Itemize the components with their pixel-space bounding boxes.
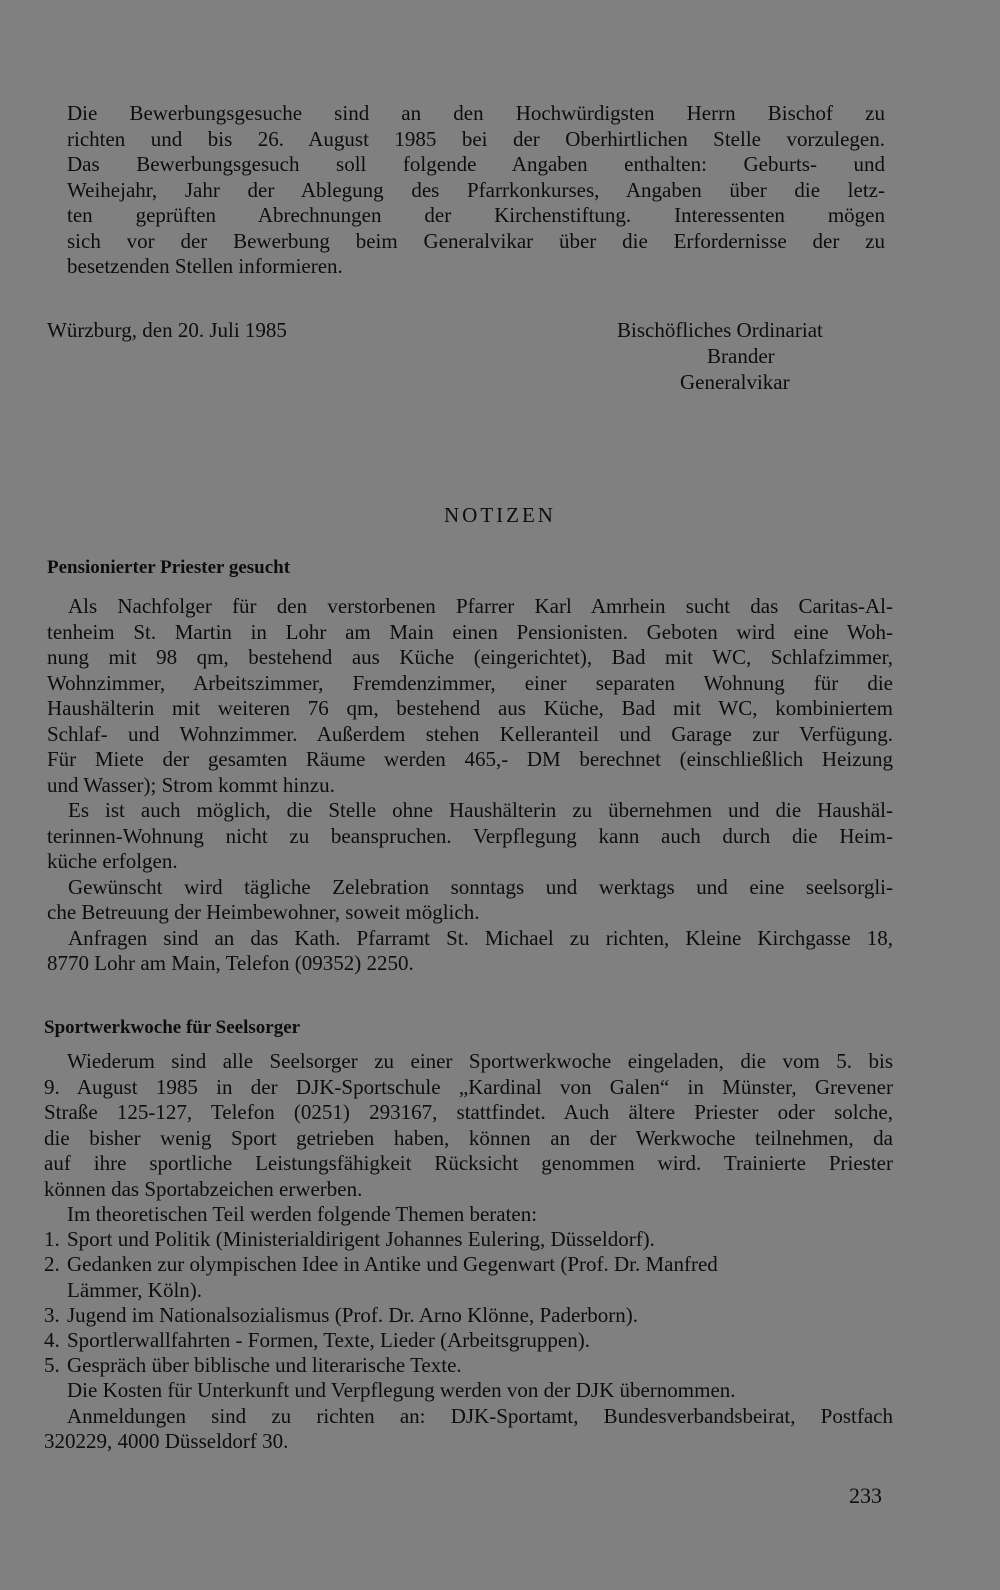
list-text-continued: Lämmer, Köln). bbox=[67, 1277, 203, 1302]
list-item bbox=[44, 1353, 893, 1378]
list-text: Gespräch über biblische und literarische Texte. bbox=[67, 1353, 462, 1377]
text-line: Für Miete der gesamten Räume werden 465,- DM berechnet (einschließlich Heizung bbox=[47, 747, 893, 771]
text-line: Im theoretischen Teil werden folgende Themen beraten: bbox=[67, 1202, 538, 1226]
text-line: terinnen-Wohnung nicht zu beanspruchen. Verpflegung kann auch durch die Heim- bbox=[47, 823, 893, 848]
text-line: Das Bewerbungsgesuch soll folgende Angaben enthalten: Geburts- und bbox=[67, 152, 885, 176]
text-line: ten geprüften Abrechnungen der Kirchenstiftung. Interessenten mögen bbox=[67, 203, 885, 227]
list-number: 5. bbox=[44, 1353, 60, 1377]
article-heading: Sportwerkwoche für Seelsorger bbox=[44, 1017, 301, 1038]
text-line: können das Sportabzeichen erwerben. bbox=[44, 1176, 363, 1201]
text-line: die bisher wenig Sport getrieben haben, können an der Werkwoche teilnehmen, da bbox=[44, 1125, 893, 1150]
list-item bbox=[44, 1328, 893, 1353]
text-line: Wiederum sind alle Seelsorger zu einer Sportwerkwoche eingeladen, die vom 5. bis bbox=[67, 1049, 893, 1073]
list-item bbox=[44, 1227, 893, 1252]
list-text: Sportlerwallfahrten - Formen, Texte, Lieder (Arbeitsgruppen). bbox=[67, 1328, 590, 1352]
text-line: 9. August 1985 in der DJK-Sportschule „Kardinal von Galen“ in Münster, Grevener bbox=[44, 1074, 893, 1099]
list-text: Jugend im Nationalsozialismus (Prof. Dr. Arno Klönne, Paderborn). bbox=[67, 1303, 638, 1327]
place-date: Würzburg, den 20. Juli 1985 bbox=[47, 318, 287, 342]
text-line: Wohnzimmer, Arbeitszimmer, Fremdenzimmer, einer separaten Wohnung für die bbox=[47, 670, 893, 695]
text-line: auf ihre sportliche Leistungsfähigkeit Rücksicht genommen wird. Trainierte Priester bbox=[44, 1151, 893, 1175]
article-heading: Pensionierter Priester gesucht bbox=[47, 557, 291, 578]
text-line: Als Nachfolger für den verstorbenen Pfarrer Karl Amrhein sucht das Caritas-Al- bbox=[68, 594, 893, 618]
list-text: Sport und Politik (Ministerialdirigent Johannes Eulering, Düsseldorf). bbox=[67, 1227, 655, 1251]
text-line: Weihejahr, Jahr der Ablegung des Pfarrkonkurses, Angaben über die letz- bbox=[67, 177, 885, 202]
list-number: 4. bbox=[44, 1328, 60, 1352]
list-item bbox=[44, 1303, 893, 1328]
article2-intro bbox=[44, 1049, 893, 1228]
text-line: Haushälterin mit weiteren 76 qm, bestehend aus Küche, Bad mit WC, kombiniertem bbox=[47, 696, 893, 720]
article2-closing bbox=[44, 1378, 893, 1455]
text-line: Anmeldungen sind zu richten an: DJK-Sportamt, Bundesverbandsbeirat, Postfach bbox=[67, 1403, 893, 1428]
text-line: 320229, 4000 Düsseldorf 30. bbox=[44, 1429, 289, 1453]
signature-office: Bischöfliches Ordinariat bbox=[617, 318, 823, 342]
text-line: Anfragen sind an das Kath. Pfarramt St. Michael zu richten, Kleine Kirchgasse 18, bbox=[68, 925, 893, 950]
text-line: richten und bis 26. August 1985 bei der Oberhirtlichen Stelle vorzulegen. bbox=[67, 126, 885, 151]
section-title: NOTIZEN bbox=[444, 503, 556, 527]
text-line: Es ist auch möglich, die Stelle ohne Haushälterin zu übernehmen und die Haushäl- bbox=[68, 798, 893, 822]
list-number: 2. bbox=[44, 1252, 60, 1276]
text-line: Schlaf- und Wohnzimmer. Außerdem stehen Kelleranteil und Garage zur Verfügung. bbox=[47, 721, 893, 746]
text-line: küche erfolgen. bbox=[47, 849, 178, 873]
list-number: 3. bbox=[44, 1303, 60, 1327]
article1-body bbox=[47, 594, 893, 977]
list-item bbox=[44, 1252, 893, 1303]
text-line: nung mit 98 qm, bestehend aus Küche (eingerichtet), Bad mit WC, Schlafzimmer, bbox=[47, 645, 893, 669]
text-line: tenheim St. Martin in Lohr am Main einen Pensionisten. Geboten wird eine Woh- bbox=[47, 619, 893, 644]
page-number: 233 bbox=[849, 1483, 882, 1508]
intro-paragraph bbox=[67, 101, 885, 280]
list-number: 1. bbox=[44, 1227, 60, 1251]
text-line: che Betreuung der Heimbewohner, soweit möglich. bbox=[47, 900, 480, 924]
text-line: 8770 Lohr am Main, Telefon (09352) 2250. bbox=[47, 951, 414, 975]
text-line: Gewünscht wird tägliche Zelebration sonntags und werktags und eine seelsorgli- bbox=[68, 874, 893, 899]
text-line: und Wasser); Strom kommt hinzu. bbox=[47, 772, 335, 797]
signature-name: Brander bbox=[707, 344, 775, 368]
list-text: Gedanken zur olympischen Idee in Antike und Gegenwart (Prof. Dr. Manfred bbox=[67, 1252, 718, 1276]
signature-title: Generalvikar bbox=[680, 370, 790, 394]
text-line: besetzenden Stellen informieren. bbox=[67, 254, 343, 278]
text-line: Die Kosten für Unterkunft und Verpflegung werden von der DJK übernommen. bbox=[67, 1378, 736, 1402]
text-line: sich vor der Bewerbung beim Generalvikar über die Erfordernisse der zu bbox=[67, 228, 885, 253]
text-line: Straße 125-127, Telefon (0251) 293167, stattfindet. Auch ältere Priester oder solche, bbox=[44, 1100, 893, 1124]
text-line: Die Bewerbungsgesuche sind an den Hochwürdigsten Herrn Bischof zu bbox=[67, 101, 885, 125]
